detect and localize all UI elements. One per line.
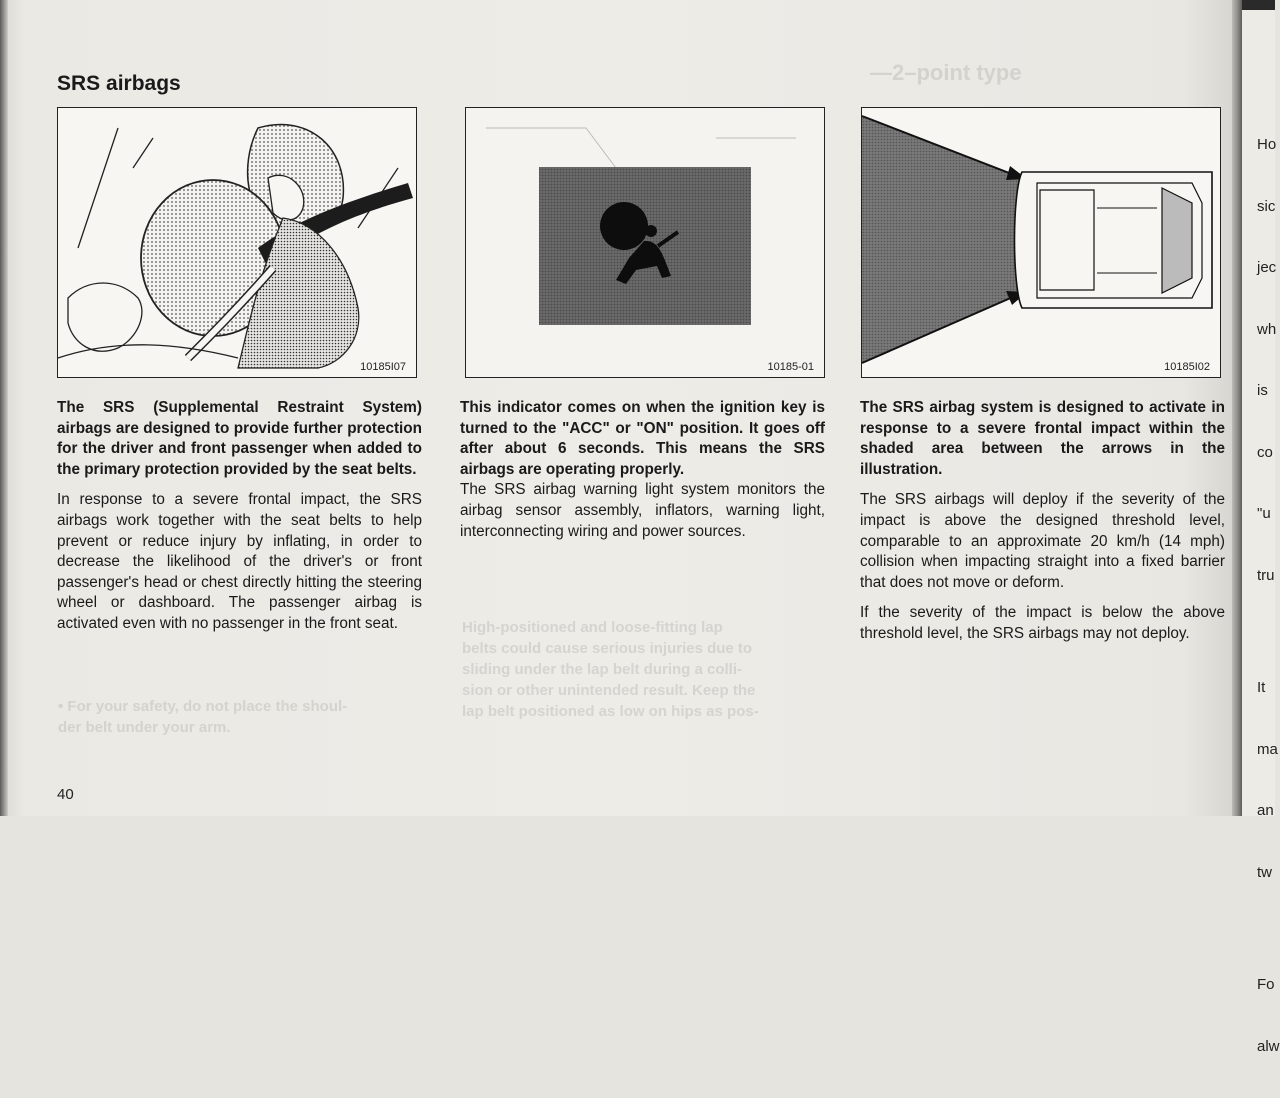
activation-zone-illustration (861, 107, 1221, 378)
fragment: is (1257, 382, 1268, 399)
column-2-text (460, 398, 825, 552)
bleed-through-text: der belt under your arm. (58, 719, 231, 736)
column-3-intro: The SRS airbag system is designed to activate in response to a severe frontal impact within the shaded area between the arrows in the illustration. (860, 399, 1225, 478)
activation-zone-drawing (862, 108, 1220, 377)
fragment: jec (1257, 259, 1277, 276)
figure-code: 10185I02 (1164, 361, 1210, 373)
page-corner (1242, 0, 1275, 10)
bleed-through-text: sliding under the lap belt during a colli- (462, 661, 743, 678)
fragment: an (1257, 802, 1274, 819)
book-gutter (1232, 0, 1242, 816)
bleed-through-text: —2–point type (870, 60, 1022, 85)
fragment: tru (1257, 566, 1275, 584)
airbag-warning-icon (600, 202, 648, 250)
warning-light-drawing (466, 108, 824, 377)
bleed-through-text: • For your safety, do not place the shoul- (58, 698, 348, 715)
column-3-text (860, 398, 1225, 655)
figure-code: 10185-01 (767, 361, 814, 373)
fragment: sic (1257, 197, 1276, 215)
fragment: It (1257, 679, 1266, 696)
fragment: wh (1257, 320, 1277, 338)
bleed-through-text: lap belt positioned as low on hips as pos- (462, 703, 759, 720)
fragment: Fo (1257, 976, 1275, 993)
column-1-text (57, 398, 422, 645)
airbag-illustration (57, 107, 417, 378)
page-number: 40 (57, 786, 74, 803)
fragment: Ho (1257, 136, 1277, 153)
section-title: SRS airbags (57, 72, 181, 95)
fragment: tw (1257, 863, 1272, 881)
column-2-intro: This indicator comes on when the ignition key is turned to the "ACC" or "ON" position. It goes off after about 6 seconds. This means the SRS airbags are operating properly. (460, 399, 825, 478)
column-3-note: If the severity of the impact is below the above threshold level, the SRS airbags may not deploy. (860, 604, 1225, 642)
next-page-text-fragments (1257, 94, 1280, 1098)
fragment: alw (1257, 1037, 1280, 1055)
fragment: ma (1257, 740, 1278, 758)
bleed-through-text: belts could cause serious injuries due to (462, 640, 753, 657)
page-edge-shadow (0, 0, 8, 816)
column-1-intro: The SRS (Supplemental Restraint System) airbags are designed to provide further protection for the driver and front passenger when added to the primary protection provided by the seat belts. (57, 399, 422, 478)
warning-light-illustration (465, 107, 825, 378)
fragment: co (1257, 443, 1273, 461)
bleed-through-text: High-positioned and loose-fitting lap (462, 619, 723, 636)
fragment: "u (1257, 505, 1271, 522)
column-3-body: The SRS airbags will deploy if the severity of the impact is above the designed threshold level, comparable to an approximate 20 km/h (14 mph) collision when impacting straight into a fixed barrier that does not move or deform. (860, 491, 1225, 591)
bleed-through-text: sion or other unintended result. Keep the (462, 682, 756, 699)
airbag-drawing (58, 108, 416, 377)
next-page-edge (1242, 0, 1280, 1055)
column-1-body: In response to a severe frontal impact, the SRS airbags work together with the seat belts to help prevent or reduce injury by inflating, in order to decrease the likelihood of the driver's or front passenger's head or chest directly hitting the steering wheel or dashboard. The passenger airbag is activated even with no passenger in the front seat. (57, 491, 422, 632)
figure-code: 10185I07 (360, 361, 406, 373)
column-2-body: The SRS airbag warning light system monitors the airbag sensor assembly, inflators, warning light, interconnecting wiring and power sources. (460, 481, 825, 540)
